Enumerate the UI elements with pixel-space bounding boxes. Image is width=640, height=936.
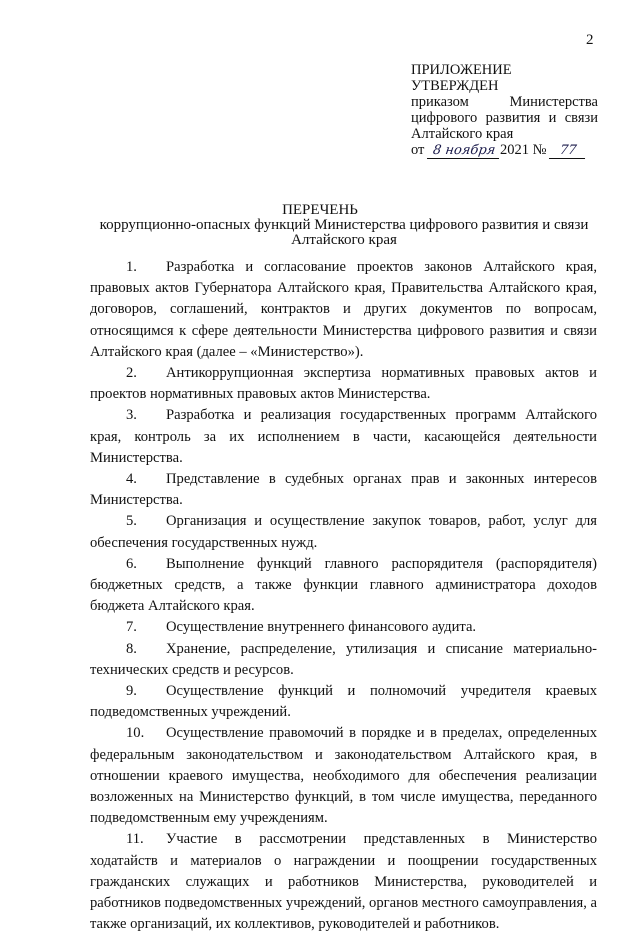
list-item-number: 4.	[126, 471, 137, 488]
list-item-number: 1.	[126, 259, 137, 275]
list-item-text: Выполнение функций главного распорядителя (распорядителя) бюджетных средств, а также функции главного администратора доходов бюджета Алтайского края.	[90, 555, 597, 615]
list-item	[90, 469, 597, 511]
list-item-text: Осуществление внутреннего финансового аудита.	[166, 619, 477, 636]
from-label: от	[411, 142, 425, 158]
list-item	[90, 723, 597, 829]
list-item-number: 6.	[126, 555, 137, 572]
list-item	[90, 511, 597, 553]
ministry-name-line: цифрового развития и связи	[411, 110, 598, 126]
region-name-line: Алтайского края	[411, 126, 514, 142]
list-item-number: 2.	[126, 365, 137, 382]
approval-block	[411, 62, 598, 159]
list-item-number: 10.	[126, 725, 145, 742]
list-item	[90, 405, 597, 469]
list-item-number: 8.	[126, 640, 137, 657]
list-item-text: Осуществление правомочий в порядке и в пределах, определенных федеральным законодательством и законодательством Алтайского края, в отношении краевого имущества, необходимого для обеспечения реализации возложенных на Министерство функций, в том числе имущества, переданного подведомственным ему учреждениям.	[90, 725, 597, 827]
list-item-number: 3.	[126, 407, 137, 424]
handwritten-date: 8 ноября	[427, 144, 501, 159]
document-title: ПЕРЕЧЕНЬ	[282, 202, 358, 218]
list-item-text: Участие в рассмотрении представленных в Министерство ходатайств и материалов о награждении и поощрении государственных гражданских служащих и работников Министерства, руководителей и работников подведомственных учреждений, органов местного самоуправления, а также организаций, их коллективов, руководителей и работников.	[90, 831, 597, 933]
list-item-text: Осуществление функций и полномочий учредителя краевых подведомственных учреждений.	[90, 683, 597, 721]
handwritten-order-number: 77	[549, 144, 587, 159]
list-item-number: 9.	[126, 683, 137, 700]
list-item	[90, 363, 597, 405]
list-item-text: Разработка и реализация государственных программ Алтайского края, контроль за их исполнением в части, касающейся деятельности Министерства.	[90, 407, 597, 466]
list-item	[90, 554, 597, 618]
list-item-text: Хранение, распределение, утилизация и списание материально-технических средств и ресурсов.	[90, 640, 597, 678]
list-item	[90, 681, 597, 723]
list-item-text: Организация и осуществление закупок товаров, работ, услуг для обеспечения государственных нужд.	[90, 513, 597, 551]
list-item-number: 5.	[126, 513, 137, 530]
approved-label: УТВЕРЖДЕН	[411, 78, 499, 94]
order-by-label: приказом Министерства	[411, 94, 598, 110]
list-item	[90, 639, 597, 681]
document-subtitle: коррупционно-опасных функций Министерства цифрового развития и связи Алтайского края	[99, 217, 589, 248]
list-item	[90, 257, 597, 363]
order-year: 2021 №	[500, 142, 547, 158]
list-item-number: 7.	[126, 619, 137, 636]
appendix-label: ПРИЛОЖЕНИЕ	[411, 62, 512, 78]
functions-list	[90, 257, 597, 936]
list-item-number: 11.	[126, 831, 144, 848]
list-item	[90, 829, 597, 935]
order-date-line	[411, 142, 598, 159]
page-number: 2	[586, 32, 594, 48]
list-item-text: Антикоррупционная экспертиза нормативных правовых актов и проектов нормативных правовых актов Министерства.	[90, 365, 597, 403]
list-item-text: Разработка и согласование проектов законов Алтайского края, правовых актов Губернатора Алтайского края, Правительства Алтайского края, договоров, соглашений, контрактов и других документов по вопросам, относящимся к сфере деятельности Министерства цифрового развития и связи Алтайского края (далее – «Министерство»).	[90, 259, 597, 360]
list-item	[90, 617, 597, 638]
list-item-text: Представление в судебных органах прав и законных интересов Министерства.	[90, 471, 597, 509]
